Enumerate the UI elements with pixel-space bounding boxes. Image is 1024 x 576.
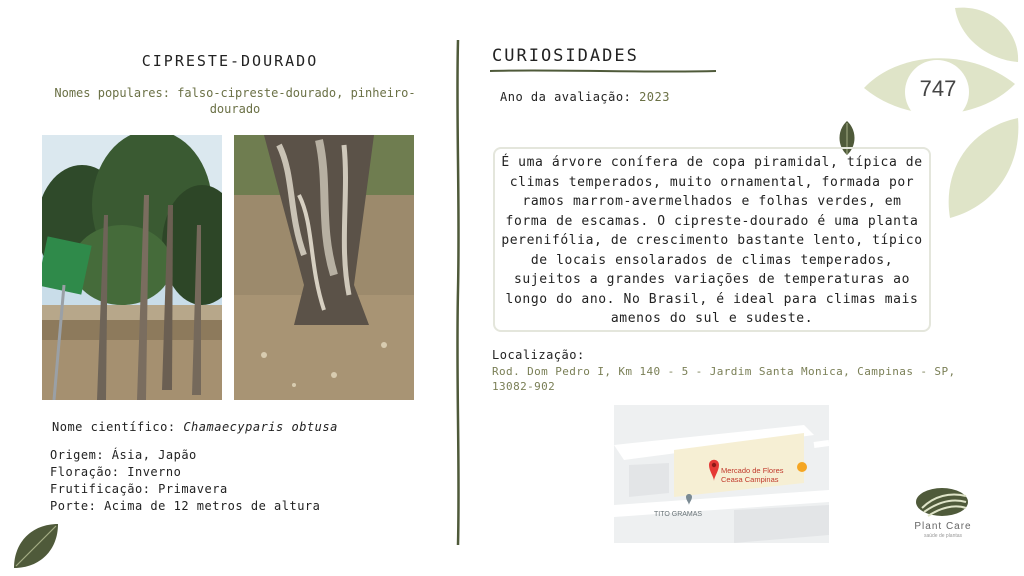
title-underline	[490, 68, 716, 74]
brand-tagline: saúde de plantas	[923, 533, 963, 539]
brand-name: Plant Care	[914, 521, 972, 532]
plant-facts	[50, 447, 320, 515]
plant-title: CIPRESTE-DOURADO	[141, 52, 319, 70]
curiosities-title: CURIOSIDADES	[492, 46, 639, 66]
popular-names: Nomes populares: falso-cipreste-dourado, pinheiro-dourado	[54, 86, 416, 116]
tree-photo	[42, 135, 222, 400]
map-secondary-label: TITO GRAMAS	[654, 511, 703, 518]
column-divider	[454, 40, 462, 545]
flowering-text: Floração: Inverno	[50, 465, 182, 479]
map-place-line2: Ceasa Campinas	[721, 474, 779, 484]
leaf-icon	[10, 520, 62, 572]
map-place-label	[721, 467, 784, 484]
scientific-name: Chamaecyparis obtusa	[183, 420, 338, 434]
scientific-label: Nome científico:	[52, 420, 176, 434]
description-box: É uma árvore conífera de copa piramidal, típica de climas temperados, muito ornamental, formada por ramos marrom-avermelhados e folhas verdes, em forma de escamas. O cipreste-dourado é uma planta perenifólia, de crescimento bastante lento, típico de locais ensolarados de climas temperados, sujeitos a grandes variações de temperaturas ao longo do ano. No Brasil, é ideal para climas mais amenos do sul e sudeste.	[493, 147, 931, 332]
scientific-name-line	[52, 420, 338, 434]
size-text: Porte: Acima de 12 metros de altura	[50, 499, 321, 513]
year-value: 2023	[639, 90, 670, 104]
origin-text: Origem: Ásia, Japão	[50, 448, 197, 462]
brand-logo-icon	[914, 486, 970, 520]
badge-number: 747	[919, 76, 957, 101]
fruiting-text: Frutificação: Primavera	[50, 482, 228, 496]
evaluation-year	[500, 90, 670, 104]
location-label: Localização:	[492, 348, 585, 362]
map-place-line1: Mercado de Flores	[721, 466, 784, 475]
trunk-photo	[234, 135, 414, 400]
year-label: Ano da avaliação:	[500, 90, 632, 104]
location-address: Rod. Dom Pedro I, Km 140 - 5 - Jardim Santa Monica, Campinas - SP, 13082-902	[492, 365, 956, 393]
location-map[interactable]	[614, 405, 829, 543]
